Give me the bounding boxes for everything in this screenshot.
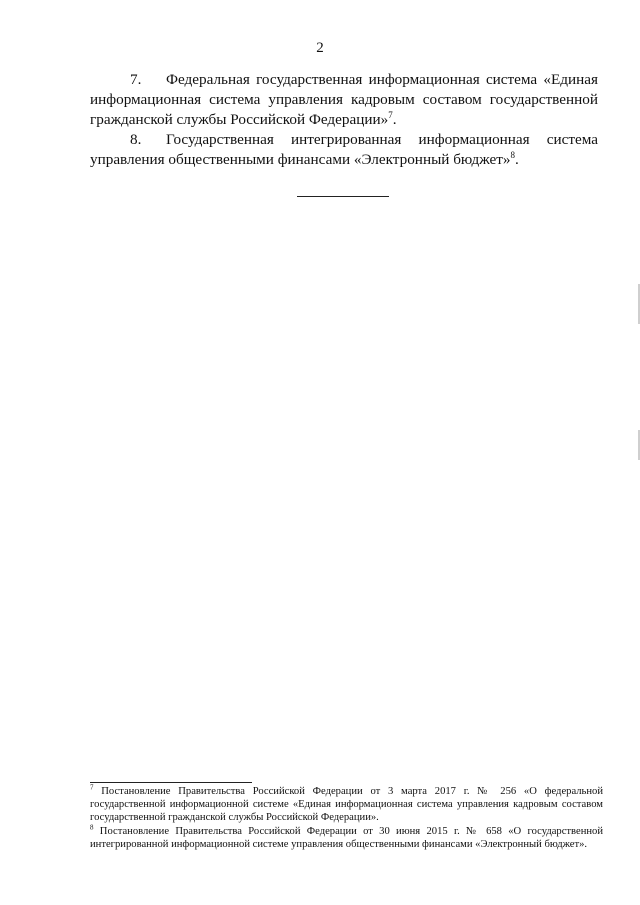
footnote-separator [90, 782, 252, 783]
item-end: . [515, 151, 519, 168]
item-number: 7. [130, 71, 142, 88]
footnote [90, 825, 603, 851]
footnote-mark: 8 [90, 823, 94, 832]
item-text: Государственная интегрированная информационная система управления общественными финансами «Электронный бюджет» [90, 131, 598, 168]
list-item [90, 70, 598, 130]
footnote-reference[interactable]: 7 [388, 109, 393, 120]
footnote [90, 785, 603, 825]
item-text: Федеральная государственная информационная система «Единая информационная система управления кадровым составом государственной гражданской службы Российской Федерации» [90, 71, 598, 128]
end-of-list-rule [297, 196, 389, 197]
footnote-text: Постановление Правительства Российской Федерации от 30 июня 2015 г. № 658 «О государственной интегрированной информационной системе управления общественными финансами «Электронный бюджет». [90, 825, 603, 850]
footnote-mark: 7 [90, 783, 94, 792]
footnotes [90, 785, 603, 851]
document-body [90, 70, 598, 170]
item-number: 8. [130, 131, 142, 148]
item-end: . [392, 111, 397, 128]
footnote-reference[interactable]: 8 [510, 149, 515, 160]
list-item [90, 130, 598, 170]
footnote-text: Постановление Правительства Российской Федерации от 3 марта 2017 г. № 256 «О федеральной государственной информационной системе «Единая информационная система управления кадровым составом государственной гражданской службы Российской Федерации». [90, 786, 603, 824]
page-number: 2 [316, 40, 324, 56]
